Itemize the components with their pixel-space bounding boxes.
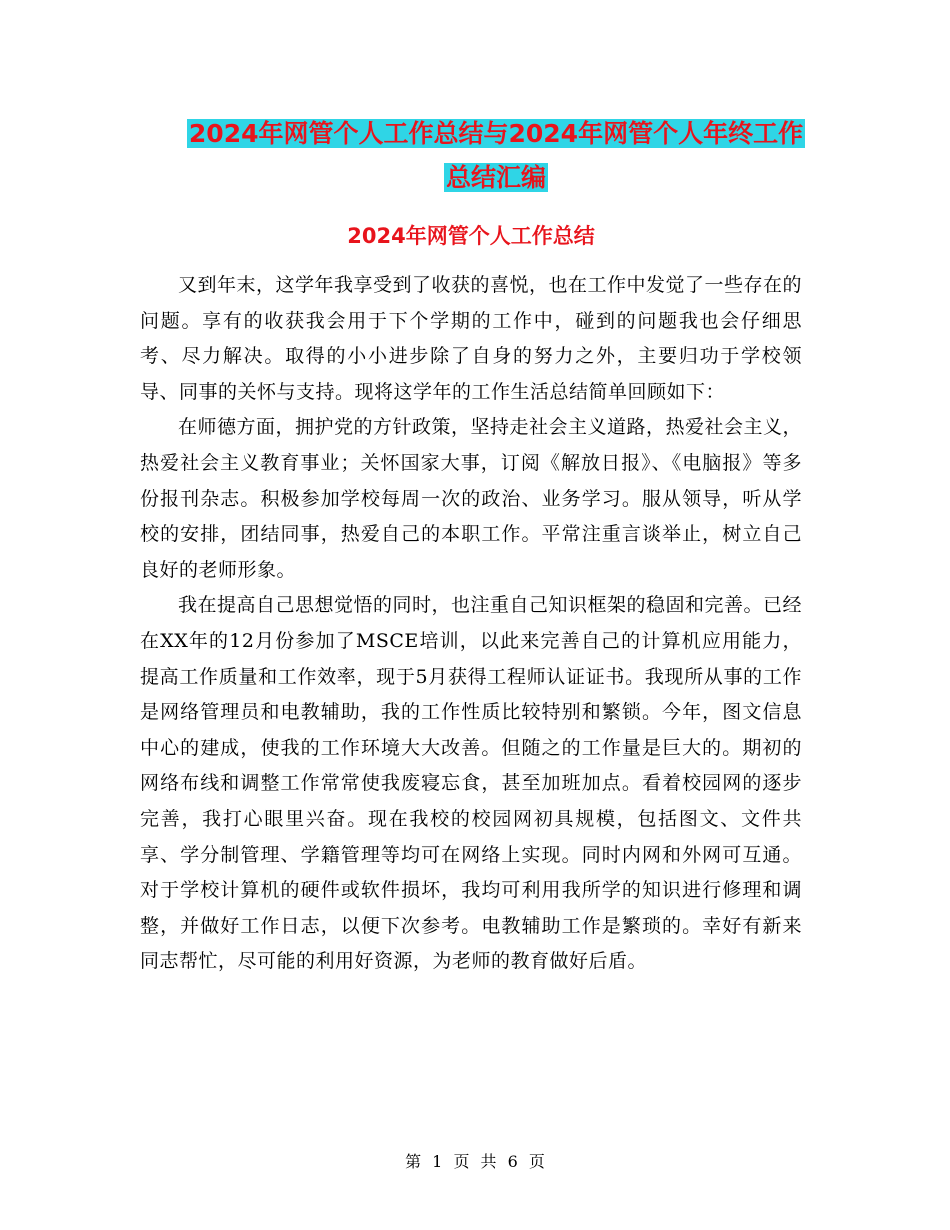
paragraph-ethics: 在师德方面，拥护党的方针政策，坚持走社会主义道路，热爱社会主义，热爱社会主义教育事业；关怀国家大事，订阅《解放日报》、《电脑报》等多份报刊杂志。积极参加学校每周一次的政治、业务学习。服从领导，听从学校的安排，团结同事，热爱自己的本职工作。平常注重言谈举止，树立自己良好的老师形象。	[140, 416, 803, 581]
paragraph-intro: 又到年末，这学年我享受到了收获的喜悦，也在工作中发觉了一些存在的问题。享有的收获我会用于下个学期的工作中，碰到的问题我也会仔细思考、尽力解决。取得的小小进步除了自身的努力之外，主要归功于学校领导、同事的关怀与支持。现将这学年的工作生活总结简单回顾如下：	[140, 274, 803, 403]
section-title: 2024年网管个人工作总结	[347, 224, 595, 248]
page-footer: 第 1 页 共 6 页	[405, 1152, 545, 1171]
body-text	[140, 268, 802, 980]
document-title-line1: 2024年网管个人工作总结与2024年网管个人年终工作	[188, 119, 804, 148]
document-title-line2: 总结汇编	[445, 163, 546, 192]
paragraph-skills: 我在提高自己思想觉悟的同时，也注重自己知识框架的稳固和完善。已经在XX年的12月份参加了MSCE培训，以此来完善自己的计算机应用能力，提高工作质量和工作效率，现于5月获得工程师认证证书。我现所从事的工作是网络管理员和电教辅助，我的工作性质比较特别和繁锁。今年，图文信息中心的建成，使我的工作环境大大改善。但随之的工作量是巨大的。期初的网络布线和调整工作常常使我废寝忘食，甚至加班加点。看着校园网的逐步完善，我打心眼里兴奋。现在我校的校园网初具规模，包括图文、文件共享、学分制管理、学籍管理等均可在网络上实现。同时内网和外网可互通。对于学校计算机的硬件或软件损坏，我均可利用我所学的知识进行修理和调整，并做好工作日志，以便下次参考。电教辅助工作是繁琐的。幸好有新来同志帮忙，尽可能的利用好资源，为老师的教育做好后盾。	[140, 594, 803, 973]
document-title	[140, 112, 852, 200]
